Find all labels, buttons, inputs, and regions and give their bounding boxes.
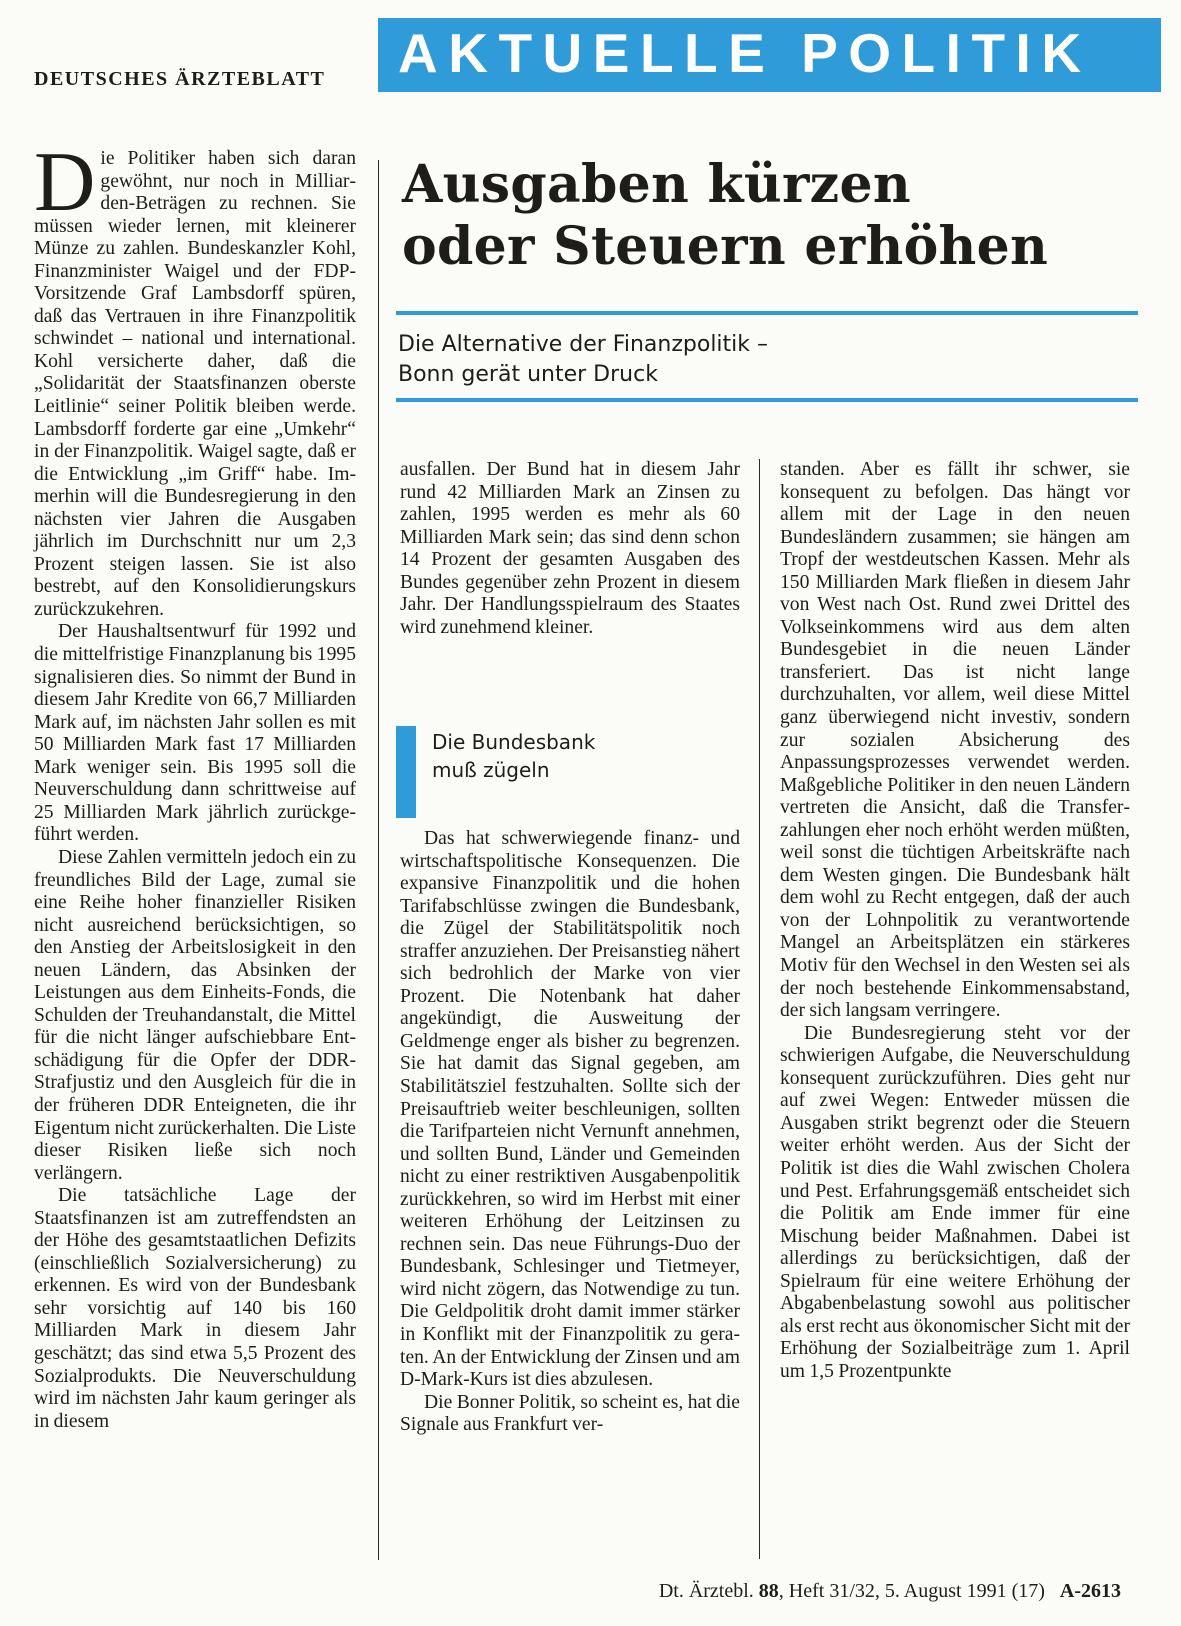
page-footer (659, 1580, 1121, 1603)
column-divider (378, 160, 379, 1560)
paragraph: ausfallen. Der Bund hat in diesem Jahr rund 42 Milliarden Mark an Zinsen zu zahlen, 1995 werden es mehr als 60 Milliarden Mark sein; das sind denn schon 14 Prozent der gesamten Ausgaben des Bundes gegenüber zehn Prozent in diesem Jahr. Der Handlungsspielraum des Staates wird zunehmend kleiner. (400, 459, 740, 638)
subheading-line-1: Die Bundesbank (432, 730, 596, 754)
paragraph: standen. Aber es fällt ihr schwer, sie konsequent zu befolgen. Das hängt vor allem mit der Lage in den neuen Bundesländern zusammen; sie hängen am Tropf der westdeutschen Kassen. Mehr als 150 Milliarden Mark fließen in diesem Jahr von West nach Ost. Rund zwei Drittel des Volkseinkommens wird aus dem alten Bundesgebiet in die neuen Länder transferiert. Das ist nicht lange durchzuhalten, vor allem, weil diese Mittel ganz überwiegend nicht investiv, sondern zur sozialen Absicherung des Anpassungsprozesses verwendet werden. Maßgebliche Politiker in den neuen Ländern vertreten die Ansicht, daß die Transferzahlungen eher noch erhöht werden müßten, weil sonst die tüchtigen Arbeitskräfte nach dem Westen gingen. Die Bundesbank hält dem wohl zu Recht entgegen, daß der auch von der Lohnpolitik zu verantwortende Mangel an Arbeitsplätzen ein stärkeres Motiv für den Wechsel in den Westen sei als der noch bestehende Einkommensabstand, der sich langsam verringere. (780, 459, 1130, 1022)
paragraph-text: ie Politiker haben sich daran gewöhnt, nur noch in Milliarden-Beträgen zu rechnen. Sie müssen wieder lernen, mit kleinerer Münze zu zahlen. Bundeskanzler Kohl, Finanzminister Waigel und der FDP-Vorsitzende Graf Lambsdorff spüren, daß das Vertrauen in ihre Finanzpolitik schwindet – national und international. Kohl versicherte daher, daß die „Solidarität der Staatsfinanzen oberste Leitlinie“ seiner Politik bleiben werde. Lambsdorff forderte gar eine „Umkehr“ in der Finanzpolitik. Waigel sagte, daß er die Entwicklung „im Griff“ habe. Immerhin will die Bundesregierung in den nächsten vier Jahren die Ausgaben jährlich im Durchschnitt nur um 2,3 Prozent steigen lassen. Sie ist also bestrebt, auf den Konsolidierungskurs zurückzukehren. (34, 148, 356, 620)
headline-line-2: oder Steuern erhöhen (402, 216, 1049, 277)
article-column-2-continued (400, 828, 740, 1437)
masthead: DEUTSCHES ÄRZTEBLATT (34, 68, 326, 90)
section-title: AKTUELLE POLITIK (398, 22, 1092, 84)
paragraph: Die Bonner Politik, so scheint es, hat die Signale aus Frankfurt ver- (400, 1391, 740, 1436)
subtitle-line-2: Bonn gerät unter Druck (398, 362, 658, 387)
subheading-line-2: muß zügeln (432, 758, 550, 782)
paragraph: Das hat schwerwiegende finanz- und wirtschaftspolitische Konsequenzen. Die expansive Finanzpolitik und die hohen Tarifabschlüsse zwingen die Bundesbank, die Zügel der Stabilitätspolitik noch straffer anzuziehen. Der Preisanstieg nähert sich bedrohlich der Marke von vier Prozent. Die Notenbank hat daher angekündigt, die Ausweitung der Geldmenge enger als bisher zu begrenzen. Sie hat damit das Signal gegeben, am Stabilitätsziel festzuhalten. Sollte sich der Preisauftrieb weiter beschleunigen, sollten die Tarifparteien nicht Vernunft annehmen, und sollten Bund, Länder und Gemeinden nicht zu einer restriktiven Ausgabenpolitik zurückkehren, so wird im Herbst mit einer weiteren Erhöhung der Leitzinsen zu rechnen sein. Das neue Führungs-Duo der Bundesbank, Schlesinger und Tietmeyer, wird nicht zögern, das Notwendige zu tun. Die Geldpolitik droht damit immer stärker in Konflikt mit der Finanzpolitik zu geraten. An der Entwicklung der Zinsen und am D-Mark-Kurs ist dies abzulesen. (400, 828, 740, 1391)
paragraph (34, 135, 356, 621)
page-number: A-2613 (1059, 1580, 1121, 1602)
paragraph: Diese Zahlen vermitteln jedoch ein zu freundliches Bild der Lage, zumal sie eine Reihe hoher finanzieller Risiken nicht ausreichend berücksichtigen, so den Anstieg der Arbeitslosigkeit in den neuen Ländern, das Absinken der Leistungen aus dem Einheits-Fonds, die Schulden der Treuhandanstalt, die Mittel für die nicht länger aufschiebbare Entschädigung für die Opfer der DDR-Strafjustiz und den Ausgleich für die in der früheren DDR Enteigneten, die ihr Eigentum nicht zurückerhalten. Die Liste dieser Risiken ließe sich noch verlängern. (34, 846, 356, 1184)
article-column-3 (780, 459, 1130, 1383)
subheading-accent-bar (396, 726, 416, 818)
subtitle-line-1: Die Alternative der Finanzpolitik – (398, 332, 769, 357)
article-column-1 (34, 135, 356, 1433)
paragraph: Die tatsächliche Lage der Staatsfinanzen ist am zutreffendsten an der Höhe des gesamtstaatlichen Defizits (einschließlich Sozialversicherung) zu erkennen. Es wird von der Bundesbank sehr vorsichtig auf 140 bis 160 Milliarden Mark in diesem Jahr geschätzt; das sind etwa 5,5 Prozent des Sozialprodukts. Die Neuverschuldung wird im nächsten Jahr kaum geringer als in diesem (34, 1185, 356, 1432)
article-column-2 (400, 459, 740, 639)
headline-rule-top (396, 311, 1138, 315)
headline-line-1: Ausgaben kürzen (402, 154, 911, 215)
drop-cap: D (34, 135, 96, 229)
column-divider (759, 459, 760, 1559)
volume-number: 88 (758, 1580, 779, 1602)
section-banner (378, 18, 1161, 92)
headline-rule-bottom (396, 398, 1138, 402)
subtitle (398, 330, 1098, 390)
headline (402, 154, 1172, 278)
subheading (432, 728, 732, 784)
paragraph: Die Bundesregierung steht vor der schwierigen Aufgabe, die Neuverschuldung konsequent zurückzuführen. Dies geht nur auf zwei Wegen: Entweder müssen die Ausgaben strikt begrenzt oder die Steuern weiter erhöht werden. Aus der Sicht der Politik ist dies die Wahl zwischen Cholera und Pest. Erfahrungsgemäß entscheidet sich die Politik am Ende immer für eine Mischung beider Maßnahmen. Dabei ist allerdings zu berücksichtigen, daß der Spielraum für eine weitere Erhöhung der Abgabenbelastung sowohl aus politischer als erst recht aus ökonomischer Sicht mit der Erhöhung der Sozialbeiträge zum 1. April um 1,5 Prozentpunkte (780, 1022, 1130, 1382)
paragraph: Der Haushaltsentwurf für 1992 und die mittelfristige Finanzplanung bis 1995 signalisieren dies. So nimmt der Bund in diesem Jahr Kredite von 66,7 Milliarden Mark auf, im nächsten Jahr sollen es mit 50 Milliarden Mark fast 17 Milliarden Mark weniger sein. Bis 1995 soll die Neuverschuldung dann schrittweise auf 25 Milliarden Mark jährlich zurückgeführt werden. (34, 621, 356, 846)
journal-abbrev: Dt. Ärztebl. (658, 1580, 754, 1602)
issue-info: , Heft 31/32, 5. August 1991 (17) (778, 1580, 1045, 1602)
